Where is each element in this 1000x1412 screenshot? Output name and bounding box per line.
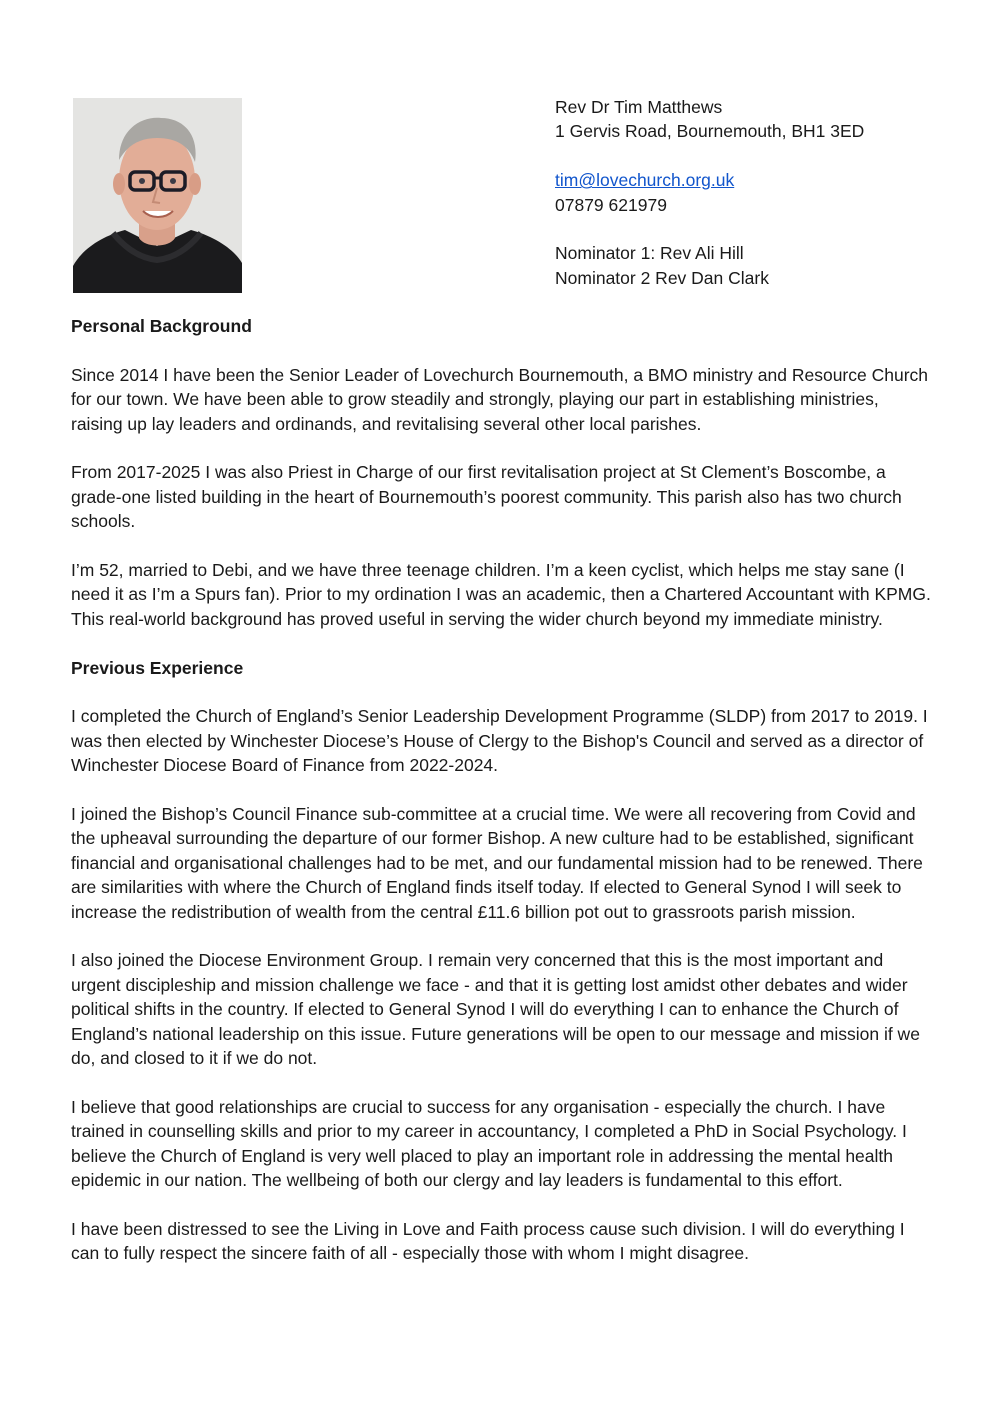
nominator-2: Nominator 2 Rev Dan Clark <box>555 267 769 288</box>
paragraph: I completed the Church of England’s Senior Leadership Development Programme (SLDP) from 2017 to 2019. I was then elected by Winchester Diocese’s House of Clergy to the Bishop's Council and served as a director of Winchester Diocese Board of Finance from 2022-2024. <box>71 706 928 776</box>
contact-details <box>555 95 975 290</box>
email-link[interactable]: tim@lovechurch.org.uk <box>555 170 735 191</box>
candidate-address: 1 Gervis Road, Bournemouth, BH1 3ED <box>555 121 865 142</box>
paragraph: I have been distressed to see the Living in Love and Faith process cause such division. I will do everything I can to fully respect the sincere faith of all - especially those with whom I might disagree. <box>71 1218 905 1264</box>
phone-number: 07879 621979 <box>555 194 667 215</box>
paragraph: I also joined the Diocese Environment Group. I remain very concerned that this is the most important and urgent discipleship and mission challenge we face - and that it is getting lost amidst other debates and wider political shifts in the country. If elected to General Synod I will do everything I can to enhance the Church of England’s national leadership on this issue. Future generations will be open to our message and mission if we do, and closed to it if we do not. <box>71 950 920 1069</box>
paragraph: I believe that good relationships are crucial to success for any organisation - especially the church. I have trained in counselling skills and prior to my career in accountancy, I completed a PhD in Social Psychology. I believe the Church of England is very well placed to play an important role in addressing the mental health epidemic in our nation. The wellbeing of both our clergy and lay leaders is fundamental to this effort. <box>71 1096 907 1191</box>
nominator-1: Nominator 1: Rev Ali Hill <box>555 243 744 264</box>
section-heading-personal-background: Personal Background <box>71 316 252 336</box>
statement-body <box>71 314 933 1290</box>
paragraph: Since 2014 I have been the Senior Leader of Lovechurch Bournemouth, a BMO ministry and Resource Church for our town. We have been able to grow steadily and strongly, playing our part in establishing ministries, raising up lay leaders and ordinands, and revitalising several other local parishes. <box>71 364 929 434</box>
paragraph: I joined the Bishop’s Council Finance sub-committee at a crucial time. We were all recovering from Covid and the upheaval surrounding the departure of our former Bishop. A new culture had to be established, significant financial and organisational challenges had to be met, and our fundamental mission had to be renewed. There are similarities with where the Church of England finds itself today. If elected to General Synod I will seek to increase the redistribution of wealth from the central £11.6 billion pot out to grassroots parish mission. <box>71 804 923 922</box>
paragraph: I’m 52, married to Debi, and we have three teenage children. I’m a keen cyclist, which helps me stay sane (I need it as I’m a Spurs fan). Prior to my ordination I was an academic, then a Chartered Accountant with KPMG. This real-world background has proved useful in serving the wider church beyond my immediate ministry. <box>71 560 931 629</box>
candidate-portrait-photo <box>73 98 242 293</box>
section-heading-previous-experience: Previous Experience <box>71 657 244 678</box>
paragraph: From 2017-2025 I was also Priest in Charge of our first revitalisation project at St Clement’s Boscombe, a grade-one listed building in the heart of Bournemouth’s poorest community. This parish also has two church schools. <box>71 462 902 532</box>
candidate-name: Rev Dr Tim Matthews <box>555 97 723 117</box>
